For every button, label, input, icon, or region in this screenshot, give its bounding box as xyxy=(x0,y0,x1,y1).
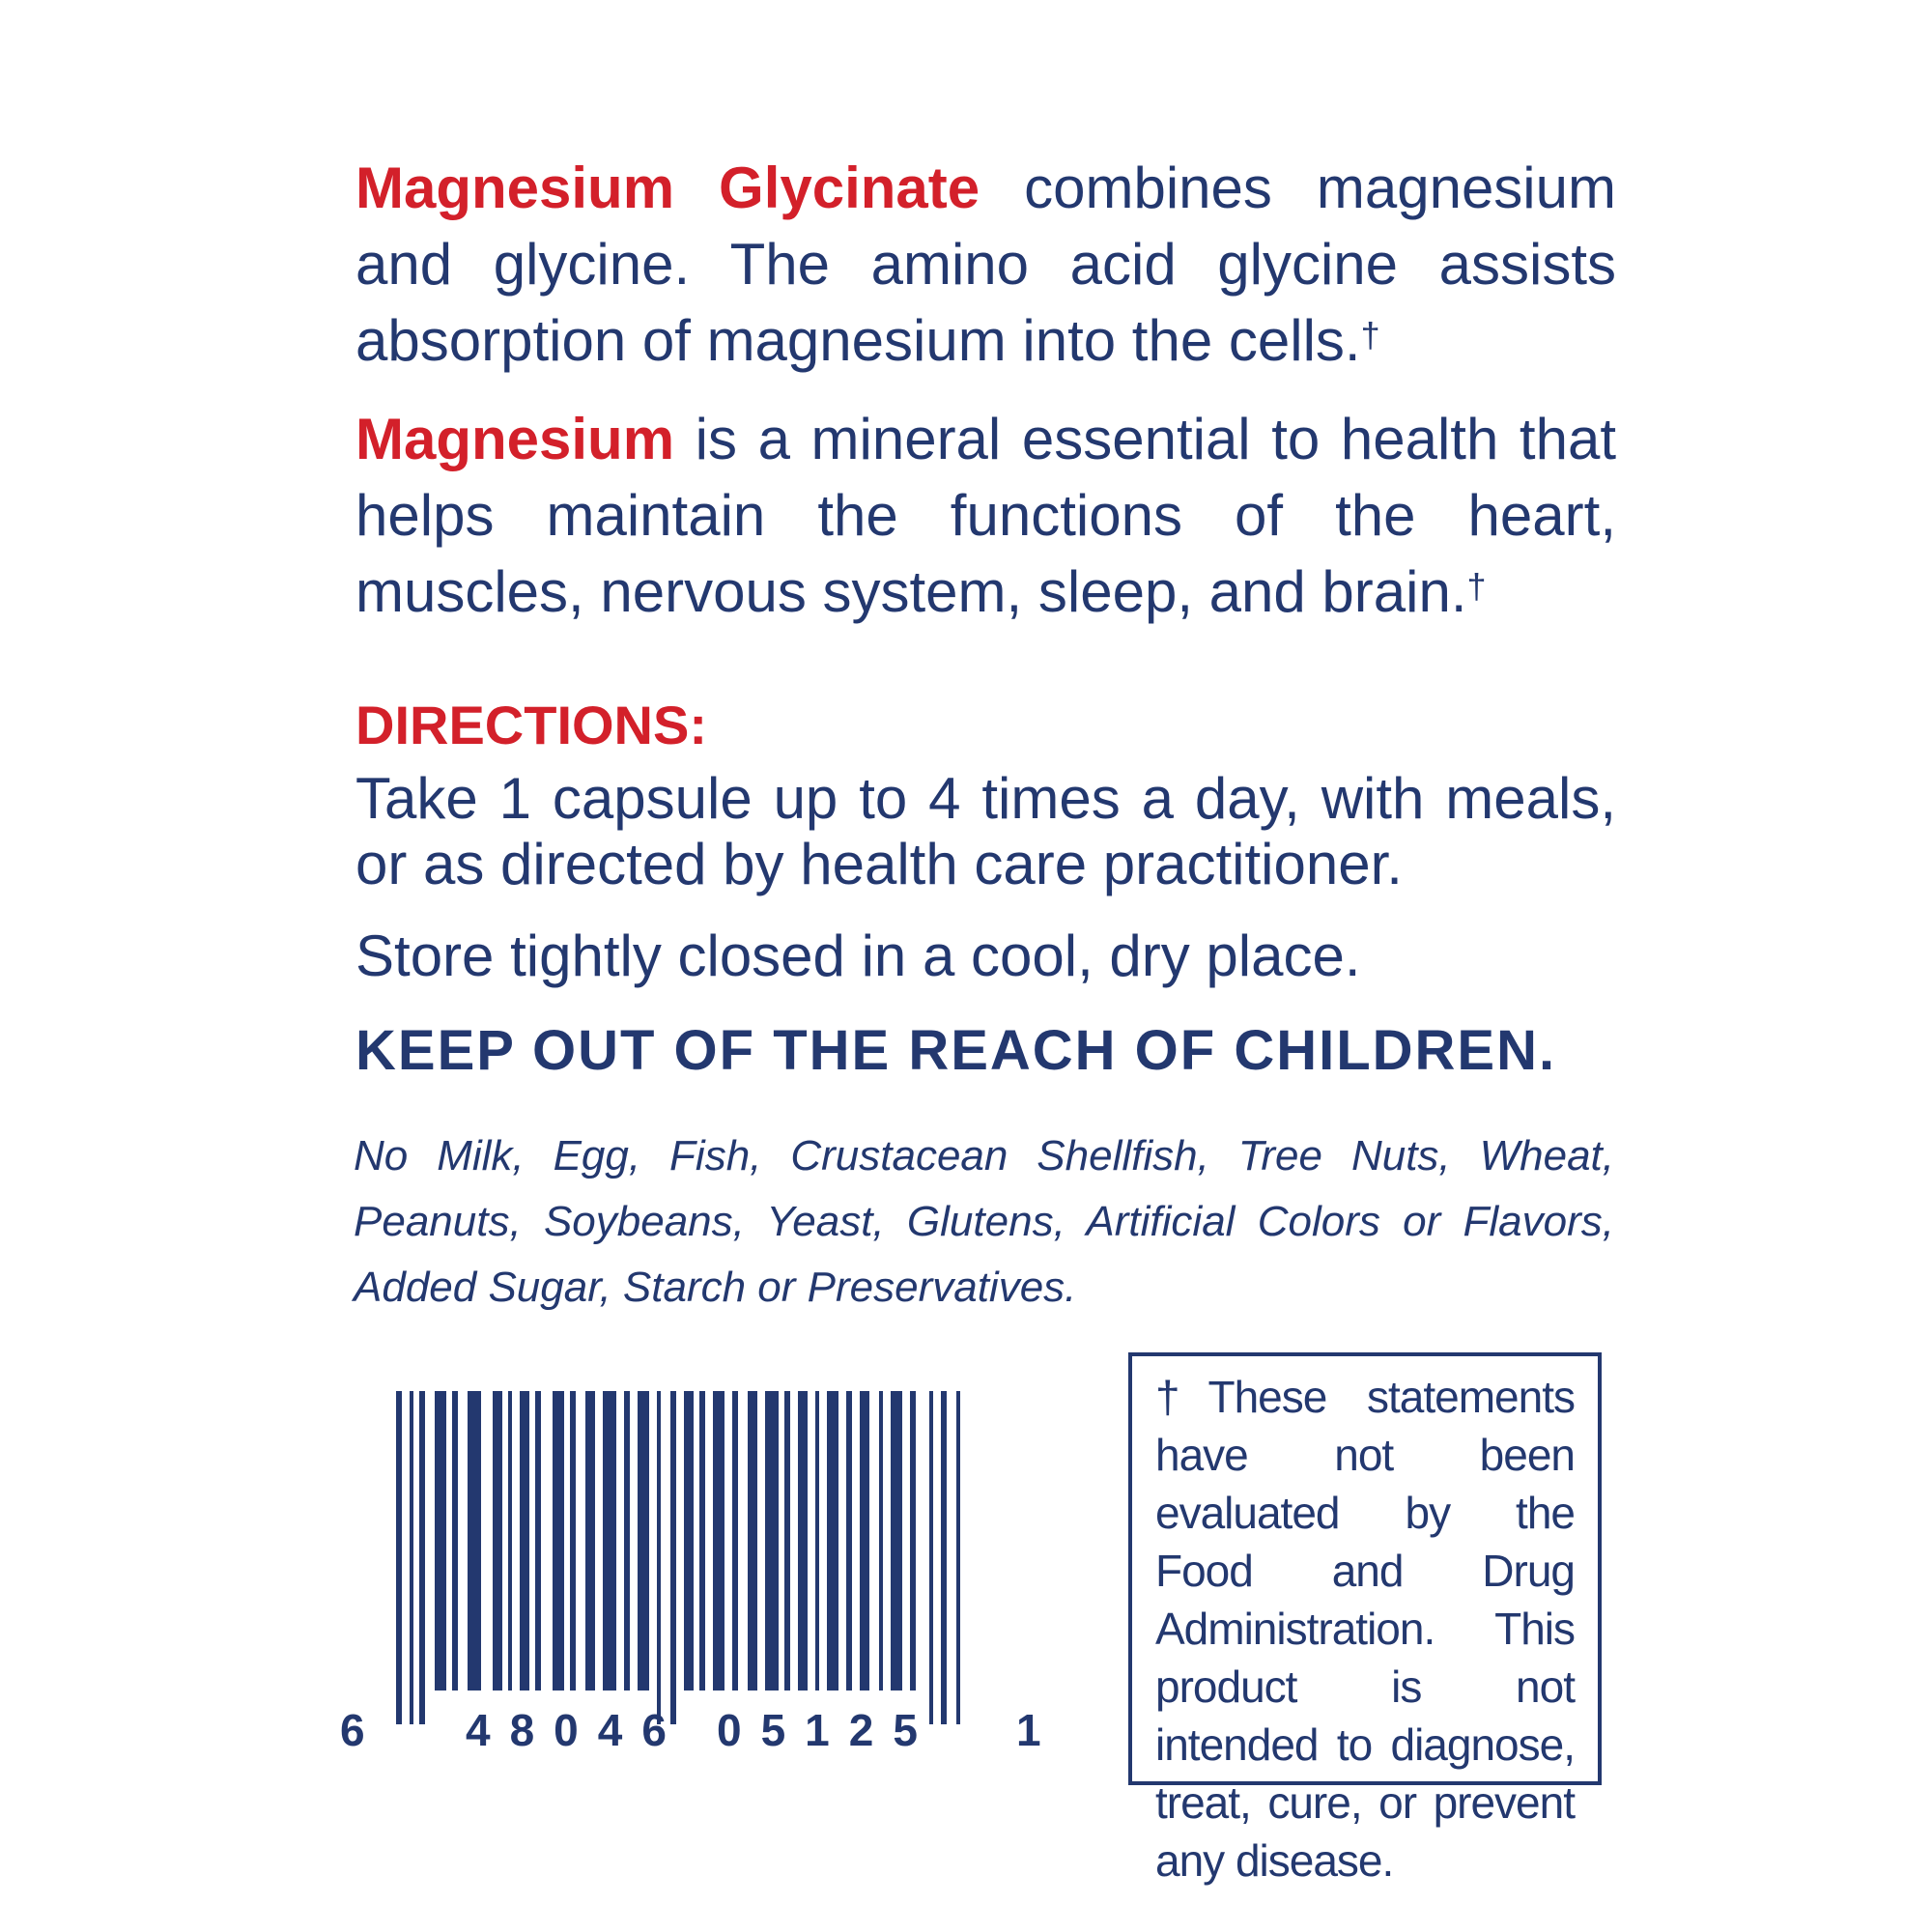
barcode-bar xyxy=(603,1391,616,1690)
barcode-bar xyxy=(624,1391,630,1690)
barcode-bar xyxy=(732,1391,738,1690)
product-name-highlight: Magnesium Glycinate xyxy=(355,156,980,220)
dagger-mark: † xyxy=(1466,566,1487,606)
barcode-bar xyxy=(452,1391,458,1690)
barcode-bar xyxy=(638,1391,649,1690)
barcode-bar xyxy=(670,1391,676,1724)
mineral-paragraph xyxy=(355,401,1616,630)
mineral-highlight: Magnesium xyxy=(355,407,675,471)
barcode-bar xyxy=(493,1391,502,1690)
barcode-bar xyxy=(699,1391,705,1690)
mineral-text: is a mineral essential to health that helps maintain the functions of the heart, muscles, nervous system, sleep, and brain. xyxy=(355,407,1616,624)
barcode-bar xyxy=(535,1391,541,1690)
fda-disclaimer-text xyxy=(1155,1368,1575,1889)
barcode-bar xyxy=(956,1391,960,1724)
barcode-bar xyxy=(657,1391,661,1724)
barcode-bar xyxy=(929,1391,933,1724)
disclaimer-body: These statements have not been evaluated by the Food and Drug Administration. This product is not intended to diagnose, treat, cure, or prevent any disease. xyxy=(1155,1372,1575,1886)
barcode-bar xyxy=(891,1391,902,1690)
barcode-bar xyxy=(910,1391,916,1690)
barcode-bar xyxy=(879,1391,883,1690)
barcode-bar xyxy=(784,1391,790,1690)
barcode-bar xyxy=(765,1391,779,1690)
upc-barcode xyxy=(338,1391,1053,1758)
barcode-bar xyxy=(570,1391,576,1690)
fda-disclaimer-box xyxy=(1128,1352,1602,1886)
intro-text: combines magnesium and glycine. The amino acid glycine assists absorption of magnesium into the cells. xyxy=(355,156,1616,373)
barcode-first-digit: 6 xyxy=(340,1705,365,1755)
barcode-left-digits: 48046 xyxy=(466,1705,686,1755)
children-warning: KEEP OUT OF THE REACH OF CHILDREN. xyxy=(355,1019,1557,1082)
dagger-mark: † xyxy=(1360,315,1380,355)
barcode-bar xyxy=(410,1391,413,1724)
dagger-mark: † xyxy=(1155,1372,1208,1422)
barcode-bar xyxy=(553,1391,564,1690)
barcode-bar xyxy=(419,1391,425,1724)
barcode-bar xyxy=(396,1391,402,1724)
barcode-bar xyxy=(468,1391,481,1690)
barcode-right-digits: 05125 xyxy=(717,1705,937,1755)
barcode-bars xyxy=(396,1391,960,1724)
barcode-bar xyxy=(520,1391,529,1690)
barcode-bar xyxy=(798,1391,808,1690)
barcode-bar xyxy=(815,1391,819,1690)
barcode-bar xyxy=(827,1391,838,1690)
barcode-bar xyxy=(684,1391,694,1690)
barcode-bar xyxy=(846,1391,852,1690)
barcode-bar xyxy=(508,1391,512,1690)
allergen-statement: No Milk, Egg, Fish, Crustacean Shellfish, Tree Nuts, Wheat, Peanuts, Soybeans, Yeast, Glutens, Artificial Colors or Flavors, Added Sugar, Starch or Preservatives. xyxy=(354,1132,1614,1311)
barcode-bar xyxy=(941,1391,947,1724)
barcode-bar xyxy=(585,1391,595,1690)
storage-text: Store tightly closed in a cool, dry place. xyxy=(355,923,1361,988)
barcode-bar xyxy=(435,1391,446,1690)
barcode-bar xyxy=(860,1391,869,1690)
directions-heading: DIRECTIONS: xyxy=(355,695,707,755)
barcode-check-digit: 1 xyxy=(1016,1705,1041,1755)
barcode-bar xyxy=(748,1391,757,1690)
barcode-bar xyxy=(713,1391,724,1690)
intro-paragraph xyxy=(355,150,1616,379)
directions-text: Take 1 capsule up to 4 times a day, with meals, or as directed by health care practitioner. xyxy=(355,766,1616,896)
